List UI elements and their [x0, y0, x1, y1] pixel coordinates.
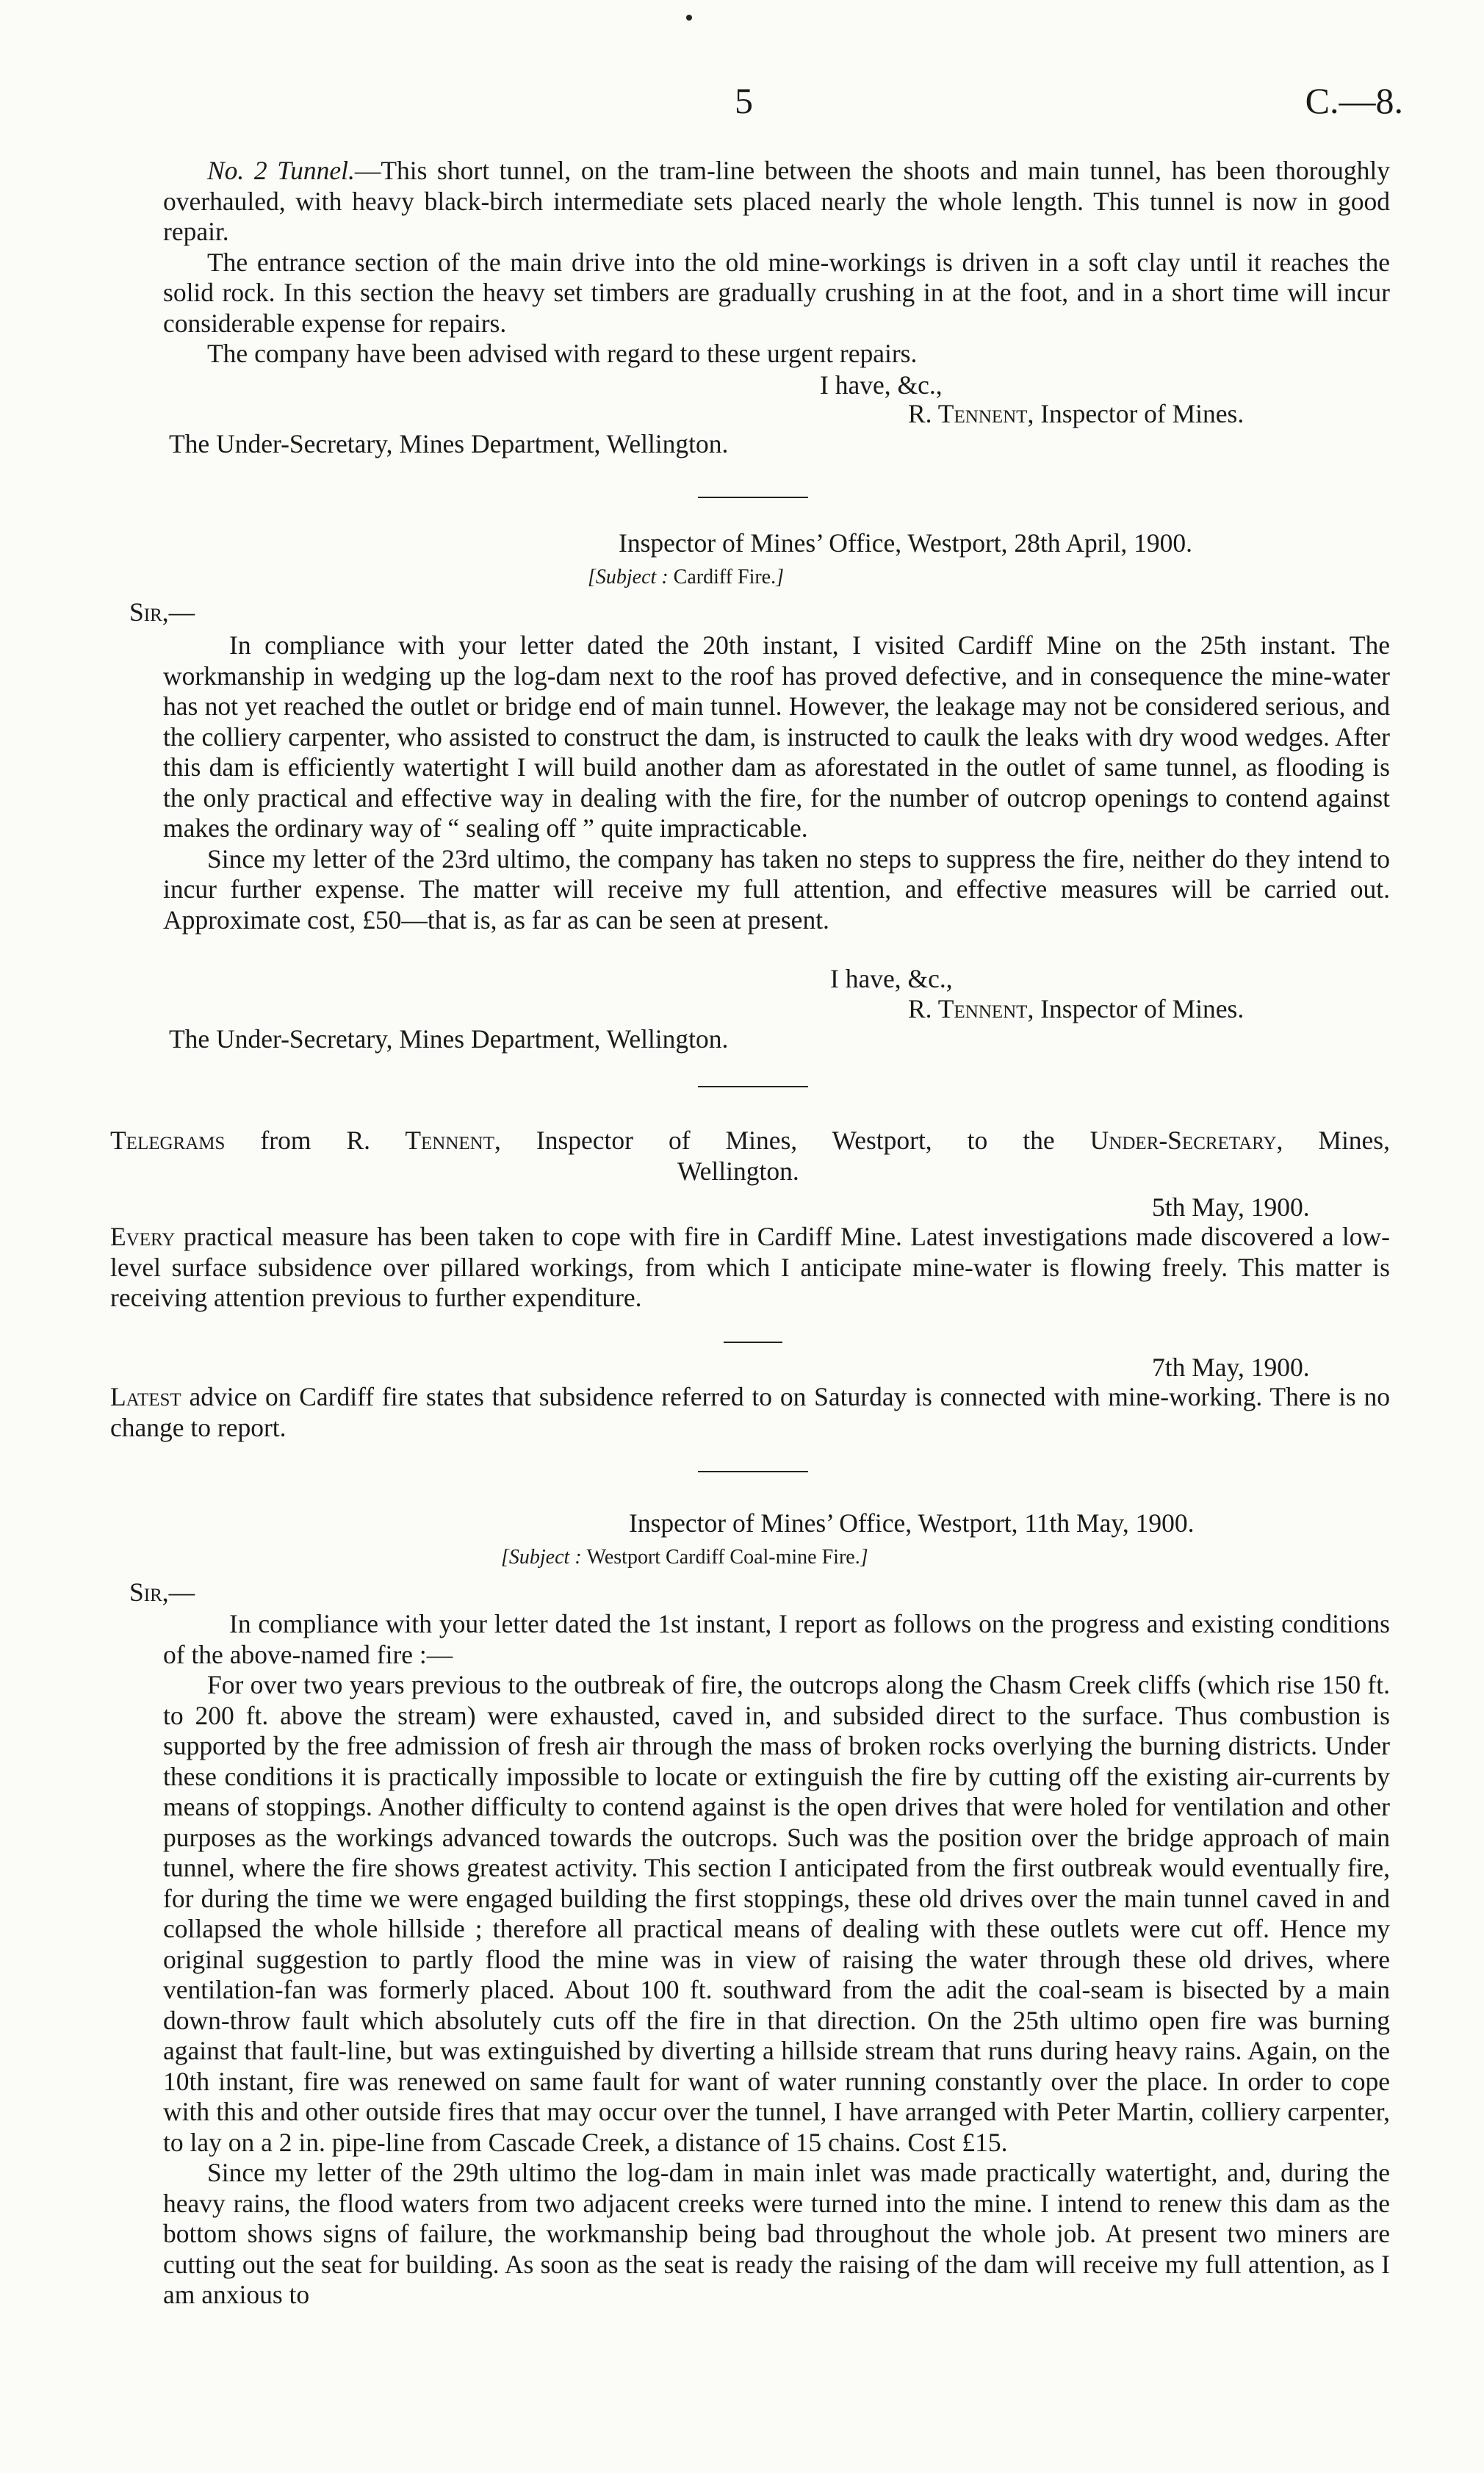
place-date-may: Inspector of Mines’ Office, Westport, 11th May, 1900.	[629, 1508, 1195, 1538]
telegram-2: Latest advice on Cardiff fire states that subsidence referred to on Saturday is connected with mine-working. There is no change to report.	[110, 1382, 1390, 1442]
telegram-2-date: 7th May, 1900.	[1152, 1353, 1310, 1382]
ink-speck	[686, 15, 692, 21]
april-paragraph-1: In compliance with your letter dated the 20th instant, I visited Cardiff Mine on the 25th instant. The workmanship in wedging up the log-dam next to the roof has proved defective, and in consequence the mine-water has not yet reached the outlet or bridge end of main tunnel. However, the leakage may not be considered serious, and the colliery carpenter, who assisted to construct the dam, is instructed to caulk the leaks with dry wood wedges. After this dam is efficiently watertight I will build another dam as aforestated in the outlet of same tunnel, as flooding is the only practical and effective way in dealing with the fire, for the number of outcrop openings to contend against makes the ordinary way of “ sealing off ” quite impracticable.	[163, 630, 1390, 843]
place-date-april: Inspector of Mines’ Office, Westport, 28th April, 1900.	[619, 528, 1192, 558]
salutation-april: Sir,—	[129, 597, 195, 627]
salutation-may: Sir,—	[129, 1577, 195, 1607]
subject-may: [Subject : Westport Cardiff Coal-mine Fire.]	[501, 1546, 868, 1569]
addressee-1: The Under-Secretary, Mines Department, Wellington.	[169, 429, 729, 458]
divider-2	[698, 1086, 808, 1087]
may-paragraph-2: For over two years previous to the outbreak of fire, the outcrops along the Chasm Creek cliffs (which rise 150 ft. to 200 ft. above the stream) were exhausted, caved in, and subsided direct to the surface. Thus combustion is supported by the free admission of fresh air through the mass of broken rocks overlying the burning districts. Under these conditions it is practically impossible to locate or extinguish the fire by cutting off the existing air-currents by means of stoppings. Another difficulty to contend against is the open drives that were holed for ventilation and other purposes as the workings advanced towards the outcrops. Such was the position over the bridge approach of main tunnel, where the fire shows greatest activity. This section I anticipated from the first outbreak would eventually fire, for during the time we were engaged building the first stoppings, these old drives over the main tunnel caved in and collapsed the whole hillside ; therefore all practical means of dealing with these outlets were cut off. Hence my original suggestion to partly flood the mine was in view of raising the water through these old drives, where ventilation-fan was formerly placed. About 100 ft. southward from the adit the coal-seam is bisected by a main down-throw fault which absolutely cuts off the fire in that direction. On the 25th ultimo open fire was burning against that fault-line, but was extinguished by diverting a hillside stream that runs during heavy rains. Again, on the 10th instant, fire was renewed on same fault for want of water running constantly over the place. In order to cope with this and other outside fires that may occur over the tunnel, I have arranged with Peter Martin, colliery carpenter, to lay on a 2 in. pipe-line from Cascade Creek, a distance of 15 chains. Cost £15.	[163, 1670, 1390, 2157]
telegrams-heading: Telegrams from R. Tennent, Inspector of Mines, Westport, to the Under-Secretary, Mines,	[110, 1126, 1390, 1155]
telegram-1-date: 5th May, 1900.	[1152, 1192, 1310, 1222]
signature-1: R. Tennent, Inspector of Mines.	[908, 399, 1245, 428]
divider-3	[724, 1342, 782, 1343]
may-paragraph-3: Since my letter of the 29th ultimo the log-dam in main inlet was made practically watertight, and, during the heavy rains, the flood waters from two adjacent creeks were turned into the mine. I intend to renew this dam as the bottom shows signs of failure, the workmanship being bad throughout the whole job. At present two miners are cutting out the seat for building. As soon as the seat is ready the raising of the dam will receive my full attention, as I am anxious to	[163, 2158, 1390, 2309]
divider-1	[698, 497, 808, 498]
signature-2: R. Tennent, Inspector of Mines.	[908, 994, 1245, 1023]
tunnel-heading: No. 2 Tunnel.	[207, 156, 355, 185]
page-number: 5	[735, 80, 753, 121]
may-paragraph-1: In compliance with your letter dated the 1st instant, I report as follows on the progress and existing conditions of the above-named fire :—	[163, 1609, 1390, 1669]
closing-1: I have, &c.,	[820, 370, 943, 400]
april-paragraph-2: Since my letter of the 23rd ultimo, the company has taken no steps to suppress the fire, neither do they intend to incur further expense. The matter will receive my full attention, and effective measures will be carried out. Approximate cost, £50—that is, as far as can be seen at present.	[163, 843, 1390, 935]
addressee-2: The Under-Secretary, Mines Department, Wellington.	[169, 1024, 729, 1054]
tunnel-paragraph-2: The entrance section of the main drive into the old mine-workings is driven in a soft clay until it reaches the solid rock. In this section the heavy set timbers are gradually crushing in at the foot, and in a short time will incur considerable expense for repairs.	[163, 247, 1390, 338]
telegram-1: Every practical measure has been taken to cope with fire in Cardiff Mine. Latest investigations made discovered a low-level surface subsidence over pillared workings, from which I anticipate mine-water is flowing freely. This matter is receiving attention previous to further expenditure.	[110, 1222, 1390, 1312]
tunnel-paragraph-3: The company have been advised with regard to these urgent repairs.	[207, 339, 918, 368]
divider-4	[698, 1471, 808, 1472]
letter-april-body	[163, 630, 1390, 935]
tunnel-report	[163, 156, 1390, 370]
tunnel-paragraph-1: No. 2 Tunnel.—This short tunnel, on the tram-line between the shoots and main tunnel, has been thoroughly overhauled, with heavy black-birch intermediate sets placed nearly the whole length. This tunnel is now in good repair.	[163, 156, 1391, 246]
letter-may-body	[163, 1609, 1390, 2311]
closing-2: I have, &c.,	[830, 964, 953, 993]
page-reference: C.—8.	[1305, 80, 1403, 121]
telegrams-heading-line2: Wellington.	[677, 1156, 799, 1186]
subject-april: [Subject : Cardiff Fire.]	[588, 566, 785, 588]
